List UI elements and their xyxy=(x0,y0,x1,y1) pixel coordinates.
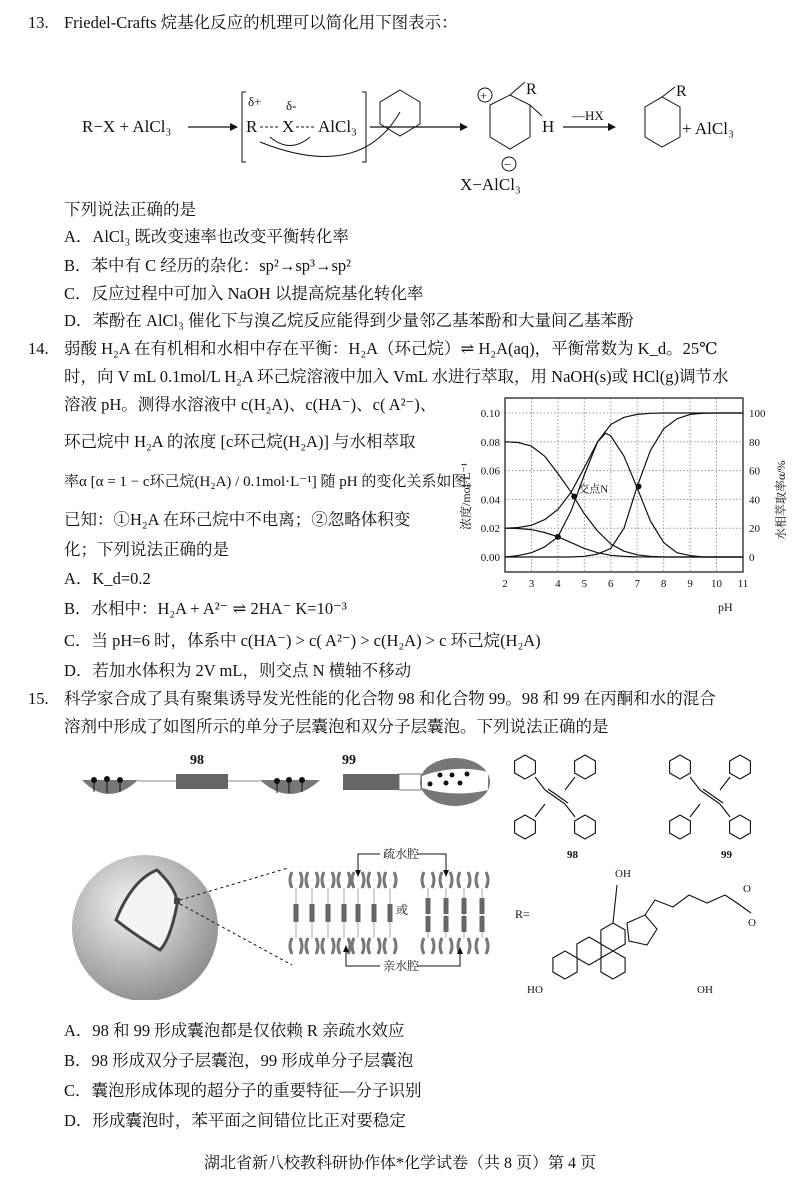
q13-prompt: 下列说法正确的是 xyxy=(64,200,196,219)
x-tick-label: 7 xyxy=(634,578,640,590)
question-text: Friedel-Crafts 烷基化反应的机理可以简化用下图表示： xyxy=(64,13,458,32)
x-tick-label: 8 xyxy=(660,578,667,590)
substituent-h: H xyxy=(542,117,555,136)
q14-line-5: 率α [α = 1 − c环己烷(H₂A) / 0.1mol·L⁻¹] 随 pH 的变化关系如图。 xyxy=(64,474,482,490)
x-tick-label: 4 xyxy=(555,578,561,590)
marked-point xyxy=(571,494,577,500)
q13-option-c: C．反应过程中可加入 NaOH 以提高烷基化转化率 xyxy=(64,284,424,303)
question-number: 13. xyxy=(28,13,49,32)
benzene-ring xyxy=(670,815,691,839)
arenium-ring xyxy=(490,95,530,149)
y2-tick-label: 60 xyxy=(749,465,760,478)
product-r: R xyxy=(676,83,687,100)
q15-option-c: C．囊泡形成体现的超分子的重要特征—分子识别 xyxy=(64,1081,422,1100)
hydrophobic-cavity-label: 疏水腔 xyxy=(383,847,420,861)
benzene-ring xyxy=(553,951,577,979)
q15-line-1 xyxy=(28,688,716,710)
benzene-ring xyxy=(575,755,596,779)
positive-charge: + xyxy=(480,88,488,103)
q13-option-d: D．苯酚在 AlCl₃ 催化下与溴乙烷反应能得到少量邻乙基苯酚和大量间乙基苯酚 xyxy=(64,311,634,330)
product-alcl3: + AlCl₃ xyxy=(682,119,734,138)
q15-option-b: B．98 形成双分子层囊泡，99 形成单分子层囊泡 xyxy=(64,1051,414,1070)
o-label: O xyxy=(748,917,756,929)
q14-option-c: C．当 pH=6 时，体系中 c(HA⁻) > c( A²⁻) > c(H₂A) > c 环己烷(H₂A) xyxy=(64,631,541,650)
benzene-ring xyxy=(730,755,751,779)
q14-line-2: 时，向 V mL 0.1mol/L H₂A 环己烷溶液中加入 VmL 水进行萃取，用 NaOH(s)或 HCl(g)调节水 xyxy=(64,367,729,386)
q13-option-a: A．AlCl₃ 既改变速率也改变平衡转化率 xyxy=(64,227,349,246)
q15-line-2: 溶剂中形成了如图所示的单分子层囊泡和双分子层囊泡。下列说法正确的是 xyxy=(64,717,609,736)
friedel-crafts-mechanism xyxy=(60,82,760,194)
hydrophilic-cavity-label: 亲水腔 xyxy=(383,959,420,973)
o-label: O xyxy=(743,883,751,895)
page-footer: 湖北省新八校教科研协作体*化学试卷（共 8 页）第 4 页 xyxy=(203,1155,596,1172)
x-tick-label: 11 xyxy=(737,578,749,590)
x-axis-label: pH xyxy=(718,600,733,614)
compound-98-schematic xyxy=(82,753,320,794)
counter-ion: X−AlCl₃ xyxy=(460,175,521,194)
question-text: 科学家合成了具有聚集诱导发光性能的化合物 98 和化合物 99。98 和 99 在丙酮和水的混合 xyxy=(64,689,716,708)
x-tick-label: 5 xyxy=(581,578,588,590)
ph-concentration-chart xyxy=(440,390,800,620)
q14-line-7: 化；下列说法正确的是 xyxy=(64,540,229,559)
delta-minus: δ- xyxy=(286,98,297,113)
ho-label: HO xyxy=(527,984,543,996)
benzene-ring xyxy=(577,937,601,965)
negative-charge: − xyxy=(504,157,512,172)
y2-tick-label: 80 xyxy=(749,436,760,449)
minus-hx: —HX xyxy=(572,108,604,123)
complex-alcl3: AlCl₃ xyxy=(318,117,357,136)
benzene-ring xyxy=(515,755,536,779)
plot-frame xyxy=(505,398,743,572)
q13-option-b: B．苯中有 C 经历的杂化：sp²→sp³→sp² xyxy=(64,256,352,275)
r-group-label: R= xyxy=(515,907,530,921)
q14-line-6: 已知：①H₂A 在环己烷中不电离；②忽略体积变 xyxy=(64,510,411,529)
label-98: 98 xyxy=(190,753,204,768)
x-tick-label: 3 xyxy=(528,578,535,590)
benzene-ring xyxy=(601,951,625,979)
q14-option-d: D．若加水体积为 2V mL，则交点 N 横轴不移动 xyxy=(64,661,412,680)
complex-x: X xyxy=(282,117,295,136)
series-line-c-ha- xyxy=(505,433,743,557)
x-tick-label: 2 xyxy=(502,578,508,590)
series-line-c-a2- xyxy=(505,413,743,557)
substituent-r: R xyxy=(526,82,537,98)
complex-r: R xyxy=(246,117,258,136)
q14-line-3: 溶液 pH。测得水溶液中 c(H₂A)、c(HA⁻)、c( A²⁻)、 xyxy=(64,395,437,414)
q14-line-4: 环己烷中 H₂A 的浓度 [c环己烷(H₂A)] 与水相萃取 xyxy=(64,432,416,451)
membrane-layers xyxy=(290,872,488,954)
structure-99-label: 99 xyxy=(721,849,732,861)
x-tick-label: 10 xyxy=(711,578,723,590)
series-line-c-h2a-aqueous xyxy=(505,528,743,557)
question-number: 14. xyxy=(28,339,49,358)
structure-98-label: 98 xyxy=(567,849,578,861)
y-axis-label: 浓度/mol·L⁻¹ xyxy=(459,462,473,530)
q14-option-a: A．K_d=0.2 xyxy=(64,569,151,588)
oh-label: OH xyxy=(697,984,713,996)
q14-line-1 xyxy=(28,338,718,360)
q15-option-a: A．98 和 99 形成囊泡都是仅依赖 R 亲疏水效应 xyxy=(64,1021,405,1040)
or-label: 或 xyxy=(396,903,409,917)
marked-point xyxy=(636,483,642,489)
marked-point xyxy=(555,534,561,540)
chemical-structures xyxy=(505,745,800,1010)
benzene-ring xyxy=(670,755,691,779)
y2-tick-label: 100 xyxy=(749,408,766,420)
delta-plus: δ+ xyxy=(248,94,262,109)
benzene-ring xyxy=(575,815,596,839)
compound-99-schematic xyxy=(342,753,490,806)
label-99: 99 xyxy=(342,753,356,768)
benzene-ring xyxy=(730,815,751,839)
y-tick-label: 0.00 xyxy=(480,552,500,564)
y-tick-label: 0.08 xyxy=(480,436,500,449)
benzene-ring xyxy=(601,923,625,951)
point-label: 交点N xyxy=(578,483,609,496)
question-number: 15. xyxy=(28,689,49,708)
y2-tick-label: 0 xyxy=(749,552,755,564)
y-tick-label: 0.02 xyxy=(480,523,500,536)
y-tick-label: 0.04 xyxy=(480,494,500,507)
question-text: 弱酸 H₂A 在有机相和水相中存在平衡：H₂A（环己烷）⇌ H₂A(aq)，平衡常数为 K_d。25℃ xyxy=(64,339,718,358)
x-tick-label: 9 xyxy=(687,578,693,590)
benzene-ring xyxy=(515,815,536,839)
x-tick-label: 6 xyxy=(608,578,614,590)
product-ring xyxy=(645,97,680,147)
y2-tick-label: 20 xyxy=(749,523,760,536)
y2-axis-label: 水相萃取率α/% xyxy=(774,460,788,540)
reactants: R−X + AlCl₃ xyxy=(82,117,172,136)
y-tick-label: 0.06 xyxy=(480,465,500,478)
curved-arrow xyxy=(270,137,310,146)
y-tick-label: 0.10 xyxy=(480,408,500,420)
oh-label: OH xyxy=(615,868,631,880)
vesicle-figure xyxy=(60,740,510,1000)
q14-option-b: B．水相中：H₂A + A²⁻ ⇌ 2HA⁻ K=10⁻³ xyxy=(64,599,347,618)
y2-tick-label: 40 xyxy=(749,494,760,507)
q15-option-d: D．形成囊泡时，苯平面之间错位比正对要稳定 xyxy=(64,1111,406,1130)
q13-stem xyxy=(28,12,458,34)
